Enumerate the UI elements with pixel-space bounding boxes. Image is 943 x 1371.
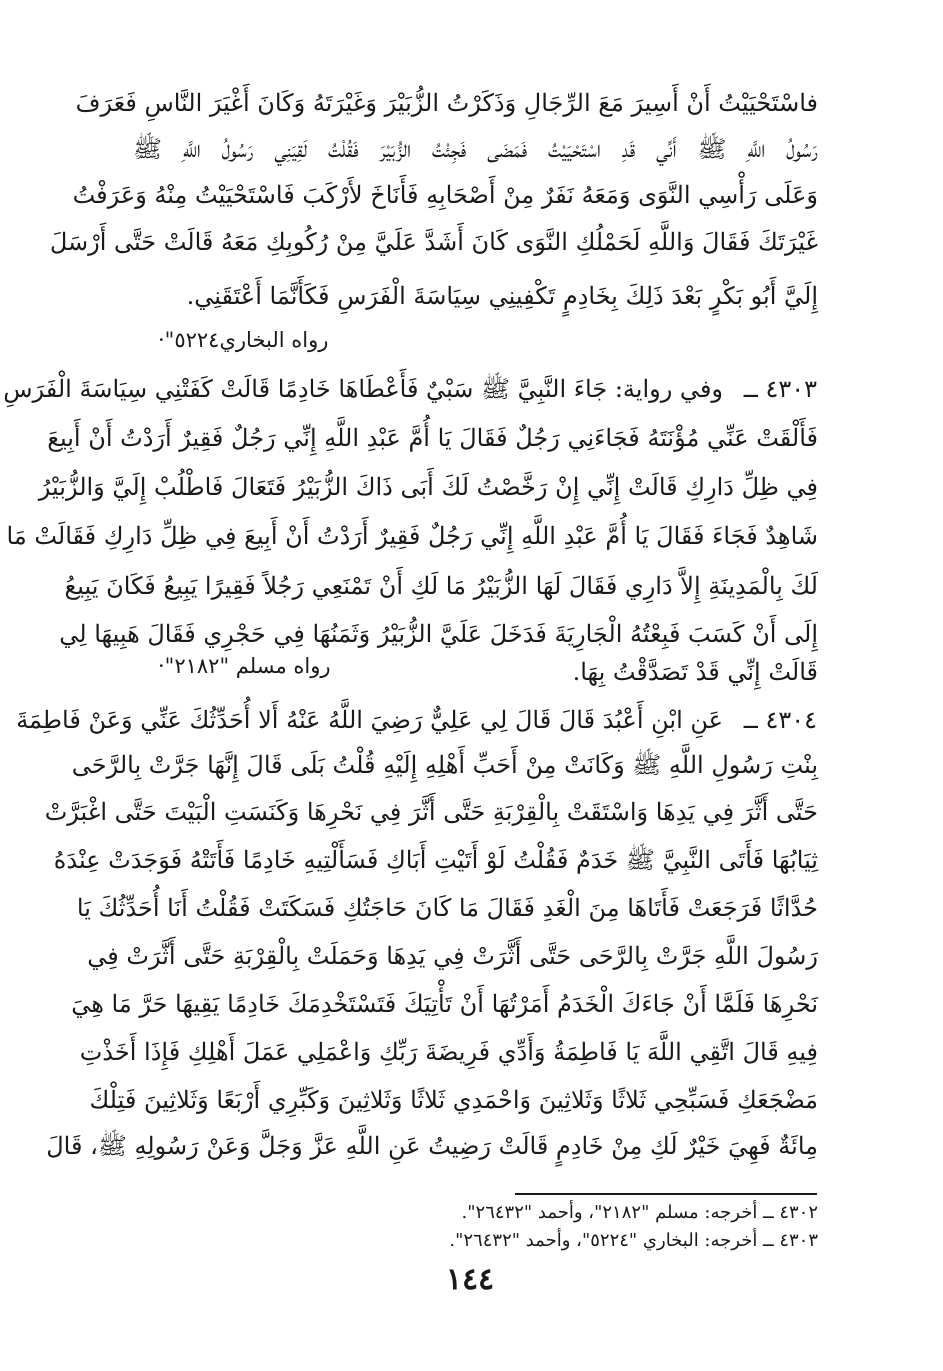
text-line: رَسُولُ اللَّهِ ﷺ أَنِّي قَدِ اسْتَحْيَيْتُ فَمَضَى فَجِئْتُ الزُّبَيْرَ فَقُلْتُ لَقِيَنِي رَسُولُ اللَّهِ ﷺ (133, 135, 818, 163)
page-number: ١٤٤ (445, 1262, 495, 1297)
text-line: وفي رواية: جَاءَ النَّبِيَّ ﷺ سَبْيٌ فَأَعْطَاهَا خَادِمًا قَالَتْ كَفَتْنِي سِيَاسَةَ الْفَرَسِ (3, 375, 723, 403)
text-line: إِلَيَّ أَبُو بَكْرٍ بَعْدَ ذَلِكَ بِخَادِمٍ تَكْفِينِي سِيَاسَةَ الْفَرَسِ فَكَأَنَّمَا أَعْتَقَنِي. (186, 282, 818, 310)
text-line: غَيْرَتَكَ فَقَالَ وَاللَّهِ لَحَمْلُكِ النَّوَى كَانَ أَشَدَّ عَلَيَّ مِنْ رُكُوبِكِ مَعَهُ قَالَتْ حَتَّى أَرْسَلَ (49, 228, 818, 256)
text-line: شَاهِدٌ فَجَاءَ فَقَالَ يَا أُمَّ عَبْدِ اللَّهِ إِنِّي رَجُلٌ فَقِيرٌ أَرَدْتُ أَنْ أَبِيعَ فِي ظِلِّ دَارِكِ فَقَالَتْ مَا (6, 522, 818, 550)
text-line: حُدَّاثًا فَرَجَعَتْ فَأَتَاهَا مِنَ الْغَدِ فَقَالَ مَا كَانَ حَاجَتُكِ فَسَكَتَتْ فَقُلْتُ أَنَا أُحَدِّثُكَ يَا (76, 894, 818, 922)
text-line: فِيهِ قَالَ اتَّقِي اللَّهَ يَا فَاطِمَةُ وَأَدِّي فَرِيضَةَ رَبِّكِ وَاعْمَلِي عَمَلَ أَهْلِكِ فَإِذَا أَخَذْتِ (79, 1038, 818, 1066)
hadith-number: ٤٣٠٤ ــ (743, 706, 817, 734)
text-line: نَحْرِهَا فَلَمَّا أَنْ جَاءَكَ الْخَدَمُ أَمَرْتُهَا أَنْ تَأْتِيَكَ فَتَسْتَخْدِمَكَ خَادِمًا يَقِيهَا حَرَّ مَا هِيَ (71, 990, 818, 1018)
footnote: ٤٣٠٣ ــ أخرجه: البخاري "٥٢٢٤"، وأحمد "٢٦٤٣٢". (449, 1230, 818, 1251)
text-line: فاسْتَحْيَيْتُ أَنْ أَسِيرَ مَعَ الرِّجَالِ وَذَكَرْتُ الزُّبَيْرَ وَغَيْرَتَهُ وَكَانَ أَغْيَرَ النَّاسِ فَعَرَفَ (75, 89, 818, 117)
hadith-number: ٤٣٠٣ ــ (743, 375, 817, 403)
footnote-divider (515, 1193, 817, 1195)
reference-muslim: رواه مسلم "٢١٨٢"· (158, 654, 331, 678)
text-line: عَنِ ابْنِ أَعْبُدَ قَالَ قَالَ لِي عَلِيٌّ رَضِيَ اللَّهُ عَنْهُ أَلا أُحَدِّثُكَ عَنِّي وَعَنْ فَاطِمَةَ (16, 706, 723, 734)
text-line: فِي ظِلِّ دَارِكِ قَالَتْ إِنِّي إِنْ رَخَّصْتُ لَكَ أَبَى ذَاكَ الزُّبَيْرُ فَتَعَالَ فَاطْلُبْ إِلَيَّ وَالزُّبَيْرُ (38, 473, 818, 501)
text-line: قَالَتْ إِنِّي قَدْ تَصَدَّقْتُ بِهَا. (572, 658, 818, 686)
footnote: ٤٣٠٢ ــ أخرجه: مسلم "٢١٨٢"، وأحمد "٢٦٤٣٢". (461, 1202, 818, 1223)
text-line: لَكَ بِالْمَدِينَةِ إِلاَّ دَارِي فَقَالَ لَهَا الزُّبَيْرُ مَا لَكِ أَنْ تَمْنَعِي رَجُلاً فَقِيرًا يَبِيعُ فَكَانَ يَبِيعُ (64, 572, 818, 600)
text-line: مَضْجَعَكِ فَسَبِّحِي ثَلاثًا وَثَلاثِينَ وَاحْمَدِي ثَلاثًا وَثَلاثِينَ وَكَبِّرِي أَرْبَعًا وَثَلاثِينَ فَتِلْكَ (89, 1086, 818, 1114)
text-line: مِائَةٌ فَهِيَ خَيْرٌ لَكِ مِنْ خَادِمٍ قَالَتْ رَضِيتُ عَنِ اللَّهِ عَزَّ وَجَلَّ وَعَنْ رَسُولِهِ ﷺ، قَالَ (46, 1132, 818, 1160)
text-line: فَأَلْقَتْ عَنِّي مُؤْنَتَهُ فَجَاءَنِي رَجُلٌ فَقَالَ يَا أُمَّ عَبْدِ اللَّهِ إِنِّي رَجُلٌ فَقِيرٌ أَرَدْتُ أَنْ أَبِيعَ (47, 424, 818, 452)
text-line: رَسُولَ اللَّهِ جَرَّتْ بِالرَّحَى حَتَّى أَثَّرَتْ فِي يَدِهَا وَحَمَلَتْ بِالْقِرْبَةِ حَتَّى أَثَّرَتْ فِي (87, 942, 818, 970)
text-line: إِلَى أَنْ كَسَبَ فَبِعْتُهُ الْجَارِيَةَ فَدَخَلَ عَلَيَّ الزُّبَيْرُ وَثَمَنُهَا فِي حَجْرِي فَقَالَ هَبِيهَا لِي (59, 620, 818, 648)
text-line: بِنْتِ رَسُولِ اللَّهِ ﷺ وَكَانَتْ مِنْ أَحَبِّ أَهْلِهِ إِلَيْهِ قُلْتُ بَلَى قَالَ إِنَّهَا جَرَّتْ بِالرَّحَى (71, 751, 818, 779)
text-line: ثِيَابُهَا فَأَتَى النَّبِيَّ ﷺ خَدَمٌ فَقُلْتُ لَوْ أَتَيْتِ أَبَاكِ فَسَأَلْتِيهِ خَادِمًا فَأَتَتْهُ فَوَجَدَتْ عِنْدَهُ (53, 846, 818, 874)
text-line: حَتَّى أَثَّرَ فِي يَدِهَا وَاسْتَقَتْ بِالْقِرْبَةِ حَتَّى أَثَّرَ فِي نَحْرِهَا وَكَنَسَتِ الْبَيْتَ حَتَّى اغْبَرَّتْ (44, 798, 818, 826)
text-line: وَعَلَى رَأْسِي النَّوَى وَمَعَهُ نَفَرٌ مِنْ أَصْحَابِهِ فَأَنَاخَ لأَرْكَبَ فَاسْتَحْيَيْتُ مِنْهُ وَعَرَفْتُ (72, 181, 818, 209)
reference-bukhari: رواه البخاري٥٢٢٤"· (158, 328, 329, 352)
